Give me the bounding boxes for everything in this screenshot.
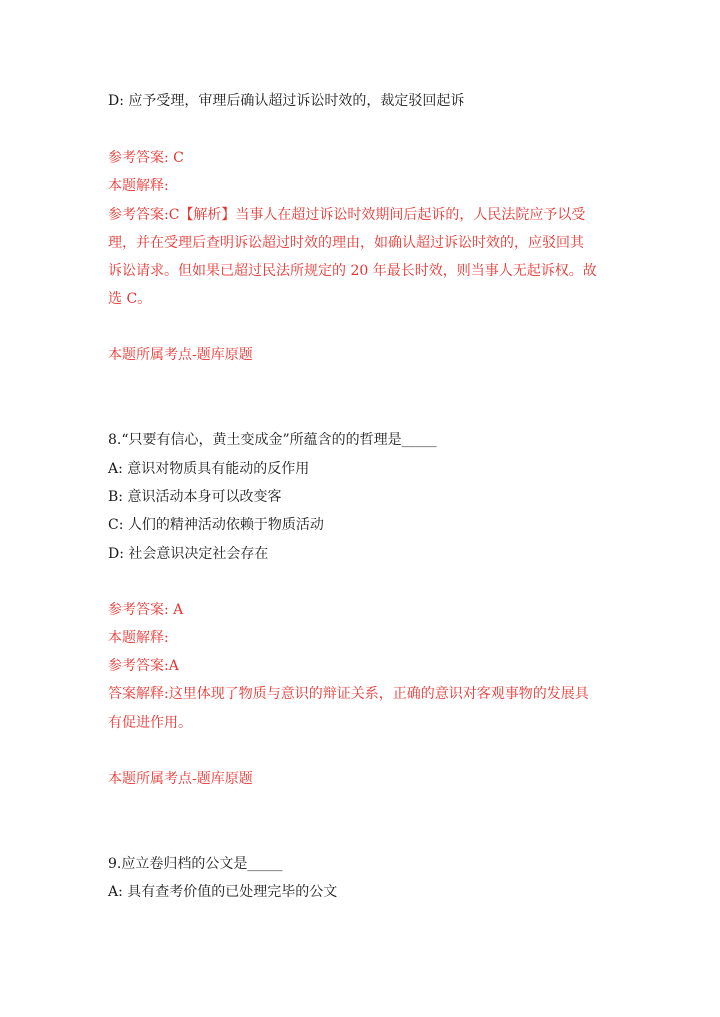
q8-explanation-line: 答案解释:这里体现了物质与意识的辩证关系，正确的意识对客观事物的发展具 xyxy=(108,686,589,702)
q7-explanation-line: 选 C。 xyxy=(108,291,152,307)
q8-answer: 参考答案: A xyxy=(108,602,184,618)
q8-source: 本题所属考点-题库原题 xyxy=(108,771,253,787)
q7-explanation-line: 诉讼请求。但如果已超过民法所规定的 20 年最长时效，则当事人无起诉权。故 xyxy=(108,263,597,279)
q7-explanation-title: 本题解释: xyxy=(108,178,169,194)
q8-option-d: D: 社会意识决定社会存在 xyxy=(108,546,269,562)
q8-option-c: C: 人们的精神活动依赖于物质活动 xyxy=(108,517,324,533)
q7-source: 本题所属考点-题库原题 xyxy=(108,347,253,363)
q8-option-a: A: 意识对物质具有能动的反作用 xyxy=(108,461,310,477)
q8-explanation-title: 本题解释: xyxy=(108,630,169,646)
q7-option-d: D: 应予受理，审理后确认超过诉讼时效的，裁定驳回起诉 xyxy=(108,93,465,109)
q8-question: 8.“只要有信心，黄土变成金”所蕴含的的哲理是_____ xyxy=(108,432,437,448)
q9-option-a: A: 具有查考价值的已处理完毕的公文 xyxy=(108,884,338,900)
q8-explanation-line: 有促进作用。 xyxy=(108,715,192,731)
q7-explanation-line: 参考答案:C【解析】当事人在超过诉讼时效期间后起诉的，人民法院应予以受 xyxy=(108,207,586,223)
q7-explanation-line: 理，并在受理后查明诉讼超过时效的理由，如确认超过诉讼时效的，应驳回其 xyxy=(108,235,584,251)
q8-option-b: B: 意识活动本身可以改变客 xyxy=(108,489,282,505)
q8-answer-repeat: 参考答案:A xyxy=(108,658,179,674)
q9-question: 9.应立卷归档的公文是_____ xyxy=(108,856,283,872)
q7-answer: 参考答案: C xyxy=(108,150,184,166)
